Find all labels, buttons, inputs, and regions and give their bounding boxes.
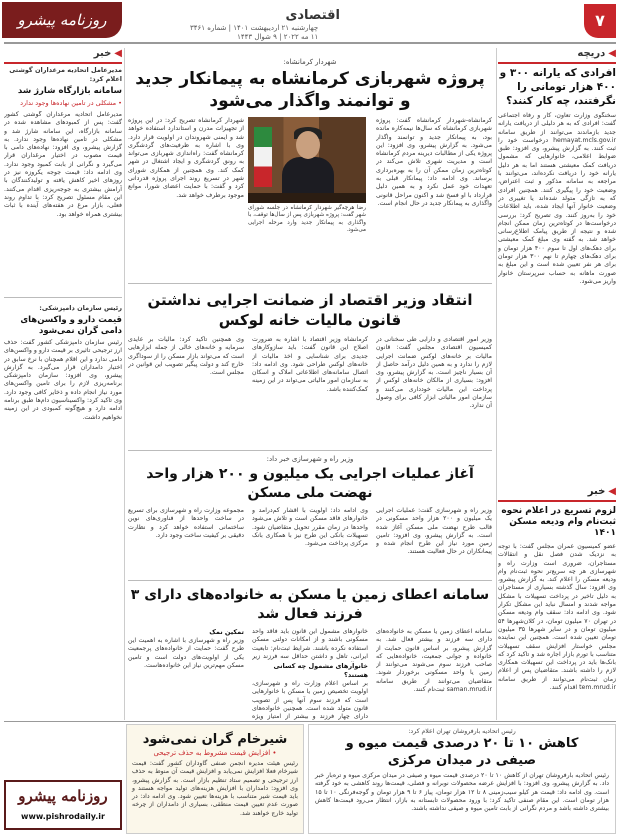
story-divider	[128, 450, 492, 451]
story3-body-2: وی ادامه داد: اولویت با اقشار کم‌درآمد و خانوارهای فاقد مسکن است و تلاش می‌شود واحدها در زمان مقرر تحویل متقاضیان شود. تسهیلات بانکی این طرح نیز با همکاری بانک مرکزی پرداخت می‌شود.	[252, 507, 368, 548]
right-section2-text: خبر	[587, 486, 606, 497]
header-divider	[4, 42, 616, 44]
right-section-text: دریچه	[577, 48, 606, 59]
left-section-label	[4, 48, 122, 64]
story4-headline: سامانه اعطای زمین یا مسکن به خانواده‌های دارای ۳ فرزند فعال شد	[130, 587, 490, 622]
chevron-icon: ◀	[608, 486, 616, 497]
lead-body-left: شهردار کرمانشاه تصریح کرد: در این پروژه از تجهیزات مدرن و استاندارد استفاده خواهد شد و ایمنی شهروندان در اولویت قرار دارد. وی با اشاره به ظرفیت‌های گردشگری کرمانشاه گفت: راه‌اندازی شهربازی می‌تواند به رونق گردشگری و ایجاد اشتغال در شهر کمک کند. وی همچنین از همکاری شورای شهر در تسریع روند اجرای پروژه قدردانی کرد و گفت: با حمایت اعضای شورا، موانع موجود برطرف خواهد شد.	[128, 117, 244, 199]
left-divider	[4, 297, 122, 298]
box1-headline: شیرخام گران نمی‌شود	[142, 732, 288, 747]
column-divider	[124, 48, 125, 720]
story4-subhead-2: تمکین نمک	[209, 628, 244, 636]
right-headline: افرادی که یارانه ۳۰۰ و ۴۰۰ هزار تومانی را نگرفتند، چه کار کنند؟	[499, 67, 616, 107]
footer-logo-name: روزنامه پیشرو	[18, 787, 108, 805]
story4-middle	[252, 628, 368, 720]
section-title: اقتصادی	[285, 8, 340, 23]
column-divider	[496, 48, 497, 720]
photo-caption: رضا هرچه‌گیر شهردار کرمانشاه در جلسه شورای شهر گفت: پروژه شهربازی پس از سال‌ها توقف، با واگذاری به پیمانکار جدید وارد مرحله اجرایی می‌شود.	[248, 205, 366, 234]
lead-kicker: شهردار کرمانشاه:	[283, 58, 337, 66]
box1-lead: • افزایش قیمت مشروط به حذف ترجیحی	[153, 749, 277, 757]
story4-left	[128, 628, 244, 720]
right-body-2: عضو کمیسیون عمران مجلس گفت: با توجه به نزدیک شدن فصل نقل و انتقالات مستاجران، ضروری است وزارت راه و شهرسازی هر چه سریع‌تر نحوه ثبت‌نام وام ودیعه مسکن را اعلام کند. به گزارش پیشرو، وی افزود: سال گذشته بسیاری از مستاجران به دلیل تاخیر در پرداخت تسهیلات با مشکل مواجه شدند و امسال نباید این مشکل تکرار شود. وی ادامه داد: سقف وام ودیعه مسکن در تهران ۷۰ میلیون تومان، در کلان‌شهرها ۵۴ میلیون تومان و در سایر شهرها ۳۵ میلیون تومان تعیین شده است. همچنین این نماینده مجلس خواستار افزایش سقف تسهیلات متناسب با تورم بازار اجاره شد و تاکید کرد که بانک‌ها باید در پرداخت این تسهیلات همکاری لازم را داشته باشند. متقاضیان پس از اعلام زمان ثبت‌نام می‌توانند از طریق سامانه tem.mrud.ir اقدام کنند.	[498, 543, 616, 692]
box2-body: رئیس اتحادیه بارفروشان تهران از کاهش ۱۰ تا ۲۰ درصدی قیمت میوه و صیفی در میدان مرکزی میوه و تره‌بار خبر داد. به گزارش پیشرو، وی افزود: با افزایش عرضه محصولات نوبرانه و فصلی، قیمت‌ها روند کاهشی به خود گرفته است. وی ادامه داد: قیمت هر کیلو سیب‌زمینی ۸ تا ۱۲ هزار تومان، پیاز ۶ تا ۹ هزار تومان و گوجه‌فرنگی ۱۰ تا ۱۵ هزار تومان است. این مقام صنفی تاکید کرد: با ورود محصولات تابستانه به بازار، انتظار می‌رود قیمت‌ها کاهش بیشتری داشته باشد و مردم نگرانی از بابت تامین میوه و صیفی نداشته باشند.	[315, 772, 610, 813]
story-divider	[128, 580, 492, 581]
left-lead: • مشکلی در تامین نهاده‌ها وجود ندارد	[20, 99, 122, 107]
lead-body-right: کرمانشاه-شهردار کرمانشاه گفت: پروژه شهربازی کرمانشاه که سال‌ها نیمه‌کاره مانده بود، به پیمانکار جدید و توانمند واگذار می‌شود. به گزارش پیشرو، وی افزود: این پروژه یکی از مطالبات دیرینه مردم کرمانشاه است و مدیریت شهری تلاش می‌کند در کوتاه‌ترین زمان ممکن آن را به بهره‌برداری برساند. وی ادامه داد: پیمانکار قبلی به تعهدات خود عمل نکرد و به همین دلیل قرارداد با او فسخ شد و اکنون مراحل قانونی واگذاری به پیمانکار جدید در حال انجام است.	[376, 117, 492, 207]
story2-body-2: کرمانشاه وزیر اقتصاد با اشاره به ضرورت اصلاح این قانون گفت: باید سازوکارهای جدیدی برای شناسایی و اخذ مالیات از خانه‌های لوکس طراحی شود. وی ادامه داد: اتصال سامانه‌های اطلاعاتی املاک و اسکان به سازمان امور مالیاتی می‌تواند در این زمینه کمک‌کننده باشد.	[252, 336, 368, 393]
footer-url: www.pishrodaily.ir	[21, 812, 105, 821]
flag-icon	[254, 127, 272, 187]
story4-body-1: سامانه اعطای زمین یا مسکن به خانواده‌های دارای سه فرزند و بیشتر فعال شد. به گزارش پیشرو، بر اساس قانون حمایت از خانواده و جوانی جمعیت، خانواده‌هایی که صاحب فرزند سوم می‌شوند می‌توانند از زمین یا واحد مسکونی برخوردار شوند. متقاضیان می‌توانند از طریق سامانه saman.mrud.ir ثبت‌نام کنند.	[376, 628, 492, 694]
story4-body-2: خانوارهای مشمول این قانون باید فاقد واحد مسکونی باشند و از امکانات دولتی مسکن استفاده نکرده باشند. شرایط ثبت‌نام: تابعیت ایرانی، تاهل و داشتن حداقل سه فرزند زیر	[252, 628, 368, 660]
box2-headline: کاهش ۱۰ تا ۲۰ درصدی قیمت میوه و صیفی در میدان مرکزی	[345, 736, 579, 768]
issue-date	[190, 24, 318, 42]
right-headline-2: لزوم تسریع در اعلام نحوه ثبت‌نام وام ودیعه مسکن ۱۴۰۱	[501, 506, 616, 538]
lead-headline: پروژه شهربازی کرمانشاه به پیمانکار جدید و توانمند واگذار می‌شود	[135, 69, 485, 111]
milk-price-box	[126, 724, 304, 834]
fruit-price-box	[308, 724, 616, 834]
story3-body-3: مجموعه وزارت راه و شهرسازی برای تسریع در ساخت واحدها از فناوری‌های نوین ساختمانی استفاده خواهد کرد و نظارت دقیقی بر کیفیت ساخت وجود دارد.	[128, 507, 244, 539]
story3-kicker: وزیر راه و شهرسازی خبر داد:	[266, 455, 354, 463]
right-news-2	[498, 506, 616, 733]
right-section-label	[498, 48, 616, 64]
footer-logo-box	[4, 780, 122, 830]
left-body-2: رئیس سازمان دامپزشکی کشور گفت: حذف ارز ترجیحی تاثیری بر قیمت دارو و واکسن‌های دامی ندارد و این اقلام همچنان با نرخ سابق در اختیار دامداران قرار می‌گیرد. به گزارش پیشرو، وی افزود: سازمان دامپزشکی برنامه‌ریزی لازم را برای تامین واکسن‌های مورد نیاز انجام داده و ذخایر کافی وجود دارد. وی تاکید کرد: واکسیناسیون دام‌ها طبق برنامه ادامه دارد و هیچ‌گونه کمبودی در این زمینه نخواهیم داشت.	[4, 339, 122, 421]
story3-headline: آغاز عملیات اجرایی یک میلیون و ۲۰۰ هزار واحد نهضت ملی مسکن	[146, 466, 474, 501]
story2-body-1: وزیر امور اقتصادی و دارایی طی سخنانی در کمیسیون اقتصادی مجلس گفت: قانون مالیات بر خانه‌های لوکس ضمانت اجرایی لازم را ندارد و به همین دلیل درآمد حاصل از آن بسیار ناچیز است. به گزارش پیشرو، وی افزود: بسیاری از مالکان خانه‌های لوکس از پرداخت این مالیات خودداری می‌کنند و سازمان امور مالیاتی ابزار کافی برای وصول آن ندارد.	[376, 336, 492, 410]
left-body: مدیرعامل اتحادیه مرغداران گوشتی کشور گفت: پس از کمبودهای مشاهده شده در سامانه بازارگاه، این سامانه شارژ شد و مشکلی در تامین نهاده‌ها وجود ندارد. به گزارش پیشرو، وی افزود: نهاده‌های دامی با قیمت مصوب در اختیار مرغداران قرار می‌گیرد و نگرانی از بابت کمبود وجود ندارد. وی ادامه داد: قیمت جوجه یکروزه نیز در روزهای اخیر کاهش یافته و تولیدکنندگان با آرامش بیشتری به جوجه‌ریزی اقدام می‌کنند. این مقام مسئول تصریح کرد: با تداوم روند فعلی، بازار مرغ در هفته‌های آینده با ثبات بیشتری همراه خواهد بود.	[4, 111, 122, 218]
chevron-icon: ◀	[114, 48, 122, 59]
right-section2-label	[498, 486, 616, 502]
left-headline-2: قیمت دارو و واکسن‌های دامی گران نمی‌شود	[20, 315, 122, 336]
chevron-icon: ◀	[608, 48, 616, 59]
story4-subhead: خانوارهای مشمول چه کسانی هستند؟	[273, 662, 368, 679]
story4-body-4: وزیر راه و شهرسازی با اشاره به اهمیت این طرح گفت: حمایت از خانواده‌های پرجمعیت یکی از اولویت‌های دولت است و تامین مسکن مهم‌ترین نیاز این خانواده‌هاست.	[128, 637, 244, 669]
right-body: سخنگوی وزارت تعاون، کار و رفاه اجتماعی گفت: افرادی که به هر دلیلی از دریافت یارانه جدید بازماندند می‌توانند از طریق سامانه hemayat.mcls.gov.ir درخواست خود را ثبت کنند. به گزارش پیشرو، وی افزود: طبق ضوابط اعلامی، خانوارهایی که مشمول دریافت کمک معیشتی هستند اما به هر دلیل یارانه خود را دریافت نکرده‌اند، می‌توانند با مراجعه به سامانه مذکور و ثبت اعتراض، وضعیت خود را پیگیری کنند. همچنین افرادی که به تازگی متولد شده‌اند یا تغییری در وضعیت خانوار آنها ایجاد شده، باید اطلاعات خود را به‌روز کنند. وی تصریح کرد: بررسی درخواست‌ها در کوتاه‌ترین زمان ممکن انجام شده و نتیجه از طریق پیامک اطلاع‌رسانی خواهد شد. به گفته وی مبلغ کمک معیشتی برای دهک‌های اول تا سوم ۴۰۰ هزار تومان و برای دهک‌های چهارم تا نهم ۳۰۰ هزار تومان برای هر نفر تعیین شده است و این مبلغ به صورت ماهانه به حساب سرپرستان خانوار واریز می‌شود.	[498, 112, 616, 285]
left-kicker-2: رئیس سازمان دامپزشکی:	[39, 304, 122, 312]
left-section-text: خبر	[93, 48, 112, 59]
right-column	[498, 66, 616, 516]
story-divider	[128, 283, 492, 284]
story4-body-3: بر اساس اعلام وزارت راه و شهرسازی، اولویت تخصیص زمین یا مسکن با خانوارهایی است که فرزند سوم آنها پس از تصویب قانون متولد شده است. همچنین خانواده‌های دارای چهار فرزند و بیشتر از امتیاز ویژه	[252, 680, 368, 720]
box2-kicker: رئیس اتحادیه بارفروشان تهران اعلام کرد:	[408, 728, 516, 735]
date-line-1: چهارشنبه ۲۱ اردیبهشت ۱۴۰۱ | شماره ۳۴۶۱	[190, 24, 319, 32]
left-column	[4, 66, 122, 709]
left-headline: سامانه بازارگاه شارژ شد	[17, 86, 122, 96]
date-line-2: ۱۱ مه ۲۰۲۲ | ۹ شوال ۱۴۴۳	[237, 33, 319, 41]
bottom-divider	[4, 721, 616, 722]
story2-headline: انتقاد وزیر اقتصاد از ضمانت اجرایی نداشتن قانون مالیات خانه لوکس	[147, 291, 473, 329]
story2-body-3: وی همچنین تاکید کرد: مالیات بر عایدی سرمایه و خانه‌های خالی از جمله ابزارهایی است که می‌تواند بازار مسکن را از سوداگری خارج کند و دولت پیگیر تصویب این قوانین در مجلس است.	[128, 336, 244, 377]
page-number-badge: ۷	[584, 4, 616, 38]
lead-photo	[248, 117, 366, 203]
masthead-logo: روزنامه پیشرو	[2, 2, 122, 38]
story3-body-1: وزیر راه و شهرسازی گفت: عملیات اجرایی یک میلیون و ۲۰۰ هزار واحد مسکونی در قالب طرح نهضت ملی مسکن آغاز شده است. به گزارش پیشرو، وی افزود: تامین زمین مورد نیاز این طرح انجام شده و پیمانکاران در حال فعالیت هستند.	[376, 507, 492, 556]
box1-body: رئیس هیئت مدیره انجمن صنفی گاوداران کشور گفت: قیمت شیرخام فعلا افزایش نمی‌یابد و افزایش قیمت آن منوط به حذف ارز ترجیحی و تصمیم ستاد تنظیم بازار است. به گزارش پیشرو، وی افزود: دامداران با افزایش هزینه‌های تولید مواجه هستند و باید قیمت شیر متناسب با هزینه‌ها تعیین شود. وی ادامه داد: در صورت عدم تعیین قیمت منطقی، بسیاری از دامداران از چرخه تولید خارج خواهند شد.	[132, 760, 298, 817]
left-kicker: مدیرعامل اتحادیه مرغداران گوشتی اعلام کرد:	[9, 66, 122, 83]
